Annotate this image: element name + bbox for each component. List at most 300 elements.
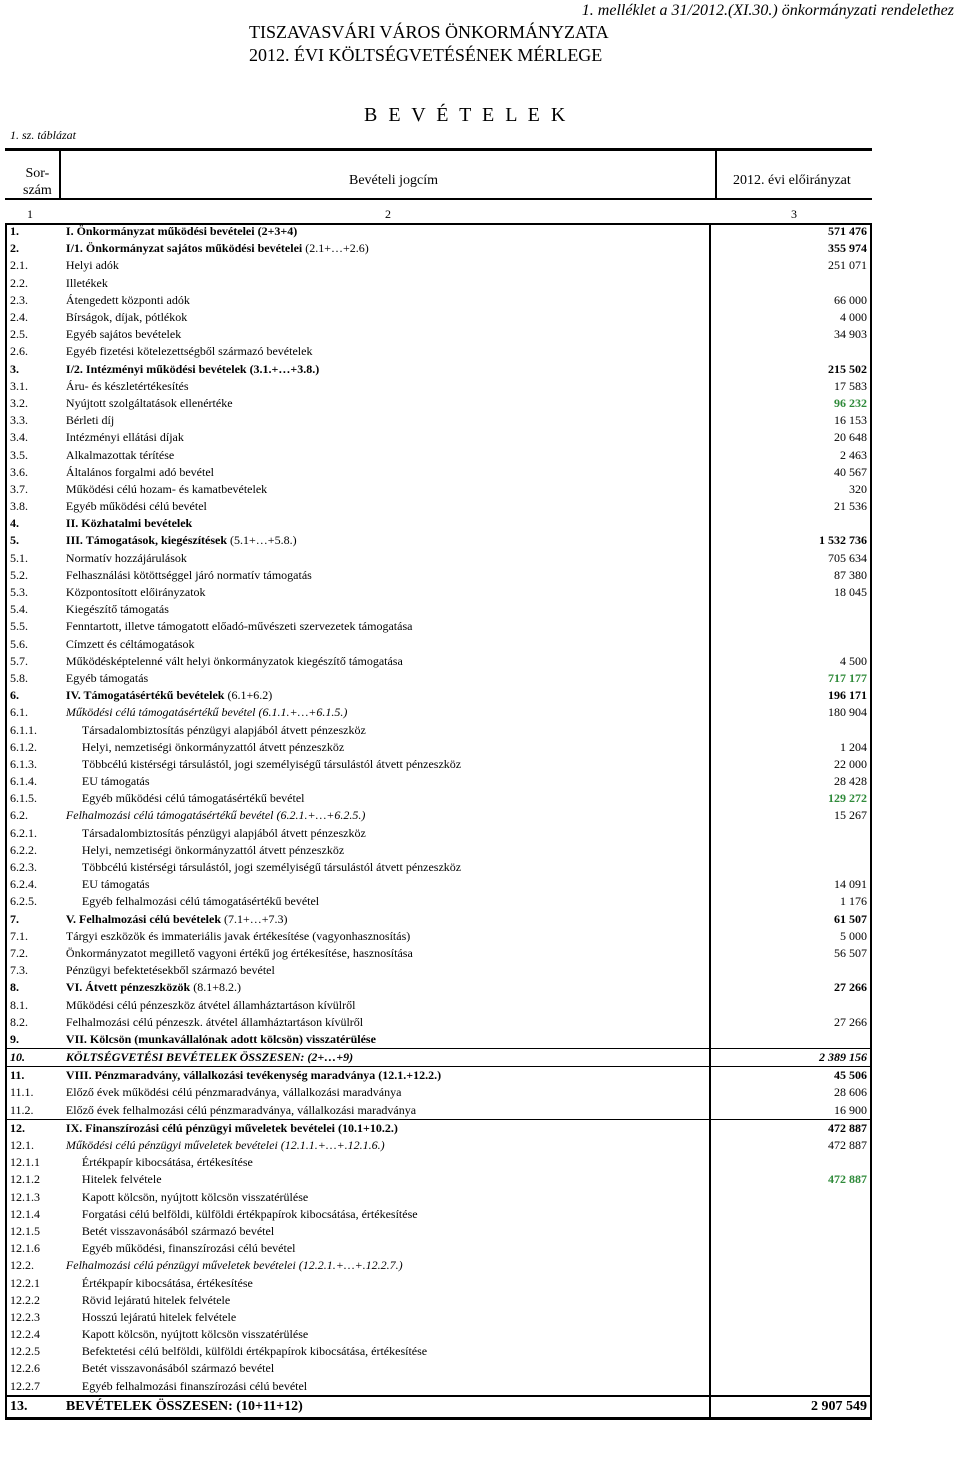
row-label-cell (63, 962, 710, 979)
row-label: Fenntartott, illetve támogatott előadó-művészeti szervezetek támogatása (65, 619, 413, 634)
row-number: 12.1.6 (6, 1240, 63, 1257)
row-label-cell (63, 309, 710, 326)
row-label-formula: (6.1+6.2) (224, 688, 273, 703)
row-label-cell (63, 567, 710, 584)
row-value: 22 000 (710, 756, 871, 773)
row-value (710, 1206, 871, 1223)
row-value: 1 532 736 (710, 532, 871, 549)
row-label: Bérleti díj (65, 413, 115, 428)
row-number: 6.2.2. (6, 842, 63, 859)
row-label: Befektetési célú belföldi, külföldi értékpapírok kibocsátása, értékesítése (81, 1344, 428, 1359)
row-label-cell (63, 343, 710, 360)
row-value: 472 887 (710, 1119, 871, 1137)
row-number: 7. (6, 911, 63, 928)
row-label: Egyéb felhalmozási finanszírozási célú bevétel (81, 1378, 308, 1393)
row-value: 34 903 (710, 326, 871, 343)
table-row (6, 1014, 871, 1031)
row-label: Egyéb működési célú bevétel (65, 499, 207, 514)
table-row (6, 1189, 871, 1206)
row-number: 4. (6, 515, 63, 532)
header-sorszam-line1: Sor- (25, 166, 50, 181)
table-row (6, 464, 871, 481)
row-label: Helyi, nemzetiségi önkormányzattól átvett pénzeszköz (81, 739, 345, 754)
row-value: 5 000 (710, 928, 871, 945)
row-label: Központosított előirányzatok (65, 585, 206, 600)
table-row (6, 601, 871, 618)
table-row (6, 361, 871, 378)
header-sorszam-line2: szám (23, 183, 52, 198)
row-label-cell (63, 550, 710, 567)
row-label: Egyéb támogatás (65, 670, 149, 685)
row-label: Normatív hozzájárulások (65, 550, 187, 565)
row-label: Hitelek felvétele (81, 1172, 162, 1187)
row-number: 3.3. (6, 412, 63, 429)
row-value: 66 000 (710, 292, 871, 309)
table-row (6, 567, 871, 584)
row-label: Betét visszavonásából származó bevétel (81, 1223, 275, 1238)
row-number: 6.2.5. (6, 893, 63, 910)
row-value (710, 1378, 871, 1396)
table-row (6, 911, 871, 928)
row-value: 196 171 (710, 687, 871, 704)
table-row (6, 721, 871, 738)
row-label: Átengedett központi adók (65, 292, 190, 307)
row-label: Forgatási célú belföldi, külföldi értékpapírok kibocsátása, értékesítése (81, 1206, 418, 1221)
table-row (6, 773, 871, 790)
row-number: 12.2.6 (6, 1360, 63, 1377)
row-label: Működési célú támogatásértékű bevétel (6.1.1.+…+6.1.5.) (65, 705, 348, 720)
row-label-cell (63, 223, 710, 240)
row-label: Előző évek felhalmozási célú pénzmaradványa, vállalkozási maradványa (65, 1102, 417, 1117)
row-label: Működésképtelenné vált helyi önkormányzatok kiegészítő támogatása (65, 653, 403, 668)
row-number: 3.5. (6, 446, 63, 463)
row-number: 3.1. (6, 378, 63, 395)
table-row (6, 309, 871, 326)
row-number: 6.1.1. (6, 721, 63, 738)
table-row (6, 790, 871, 807)
row-number: 10. (6, 1049, 63, 1067)
row-number: 5.3. (6, 584, 63, 601)
table-row (6, 1049, 871, 1067)
row-value: 129 272 (710, 790, 871, 807)
row-label-cell (63, 1206, 710, 1223)
section-title: B E V É T E L E K (364, 104, 569, 126)
table-row (6, 532, 871, 549)
row-label-cell (63, 429, 710, 446)
row-label-cell (63, 876, 710, 893)
table-row (6, 756, 871, 773)
row-value: 45 506 (710, 1067, 871, 1085)
table-number: 1. sz. táblázat (10, 128, 77, 142)
row-value: 15 267 (710, 807, 871, 824)
row-label-cell (63, 1378, 710, 1396)
row-label-cell (63, 601, 710, 618)
row-number: 7.3. (6, 962, 63, 979)
row-label-cell (63, 446, 710, 463)
table-row (6, 653, 871, 670)
total-label: BEVÉTELEK ÖSSZESEN: (10+11+12) (63, 1396, 710, 1419)
row-label: Helyi adók (65, 258, 119, 273)
table-row (6, 429, 871, 446)
row-number: 8.1. (6, 996, 63, 1013)
row-label: Működési célú pénzügyi műveletek bevételei (12.1.1.+…+.12.1.6.) (65, 1138, 385, 1153)
row-value: 87 380 (710, 567, 871, 584)
row-label: I/2. Intézményi működési bevételek (3.1.+…+3.8.) (65, 361, 320, 376)
header-divider (59, 151, 61, 198)
row-number: 3.6. (6, 464, 63, 481)
row-number: 5.7. (6, 653, 63, 670)
row-value: 472 887 (710, 1171, 871, 1188)
row-value: 16 900 (710, 1102, 871, 1120)
row-label-cell (63, 653, 710, 670)
row-label-cell (63, 1154, 710, 1171)
row-label: Intézményi ellátási díjak (65, 430, 184, 445)
row-label: Működési célú hozam- és kamatbevételek (65, 481, 268, 496)
row-label-cell (63, 1102, 710, 1120)
row-label: Értékpapír kibocsátása, értékesítése (81, 1155, 253, 1170)
row-label-cell (63, 721, 710, 738)
row-number: 6.1.5. (6, 790, 63, 807)
row-value (710, 1031, 871, 1049)
table-row (6, 1240, 871, 1257)
table-row (6, 1067, 871, 1085)
row-label: I/1. Önkormányzat sajátos működési bevételei (65, 241, 303, 256)
row-number: 12.1.3 (6, 1189, 63, 1206)
row-label: Felhalmozási célú pénzügyi műveletek bevételei (12.2.1.+…+.12.2.7.) (65, 1258, 403, 1273)
header-divider (715, 151, 717, 198)
row-number: 3.7. (6, 481, 63, 498)
row-value: 1 204 (710, 739, 871, 756)
row-number: 5. (6, 532, 63, 549)
row-label: Kapott kölcsön, nyújtott kölcsön visszatérülése (81, 1189, 309, 1204)
row-number: 3.2. (6, 395, 63, 412)
row-value: 717 177 (710, 670, 871, 687)
row-label-cell (63, 979, 710, 996)
row-value: 16 153 (710, 412, 871, 429)
table-row (6, 257, 871, 274)
row-label-cell (63, 1137, 710, 1154)
row-number: 11.2. (6, 1102, 63, 1120)
row-number: 11.1. (6, 1084, 63, 1101)
row-number: 12. (6, 1119, 63, 1137)
header-eloiranyzat: 2012. évi előirányzat (733, 173, 851, 188)
table-row (6, 240, 871, 257)
row-value: 215 502 (710, 361, 871, 378)
table-row (6, 876, 871, 893)
table-row (6, 1102, 871, 1120)
row-label: VI. Átvett pénzeszközök (65, 980, 191, 995)
row-label: IV. Támogatásértékű bevételek (65, 688, 225, 703)
row-label-cell (63, 1171, 710, 1188)
row-value (710, 842, 871, 859)
row-label-cell (63, 859, 710, 876)
row-label-cell (63, 292, 710, 309)
row-label: IX. Finanszírozási célú pénzügyi műveletek bevételei (10.1+10.2.) (65, 1120, 398, 1135)
row-number: 12.2.4 (6, 1326, 63, 1343)
row-value: 472 887 (710, 1137, 871, 1154)
row-label-cell (63, 636, 710, 653)
row-value: 40 567 (710, 464, 871, 481)
document-title: TISZAVASVÁRI VÁROS ÖNKORMÁNYZATA (249, 22, 609, 42)
row-label-cell (63, 361, 710, 378)
table-row (6, 292, 871, 309)
row-value (710, 1240, 871, 1257)
row-label-cell (63, 275, 710, 292)
row-label: EU támogatás (81, 774, 150, 789)
column-number-1: 1 (27, 207, 33, 221)
row-number: 5.5. (6, 618, 63, 635)
row-number: 7.1. (6, 928, 63, 945)
row-value (710, 1154, 871, 1171)
table-header (5, 148, 872, 200)
row-label-cell (63, 687, 710, 704)
row-number: 12.2.1 (6, 1274, 63, 1291)
total-row (6, 1396, 871, 1419)
row-number: 6.2.4. (6, 876, 63, 893)
row-label-cell (63, 670, 710, 687)
row-label: Helyi, nemzetiségi önkormányzattól átvett pénzeszköz (81, 842, 345, 857)
column-number-2: 2 (385, 207, 391, 221)
row-number: 3.8. (6, 498, 63, 515)
row-label-formula: (2.1+…+2.6) (302, 241, 369, 256)
table-row (6, 1206, 871, 1223)
table-row (6, 1309, 871, 1326)
total-value: 2 907 549 (710, 1396, 871, 1419)
table-row (6, 739, 871, 756)
row-value (710, 1326, 871, 1343)
row-number: 5.6. (6, 636, 63, 653)
row-label-cell (63, 1031, 710, 1049)
row-number: 5.1. (6, 550, 63, 567)
row-value (710, 636, 871, 653)
row-value: 96 232 (710, 395, 871, 412)
row-number: 12.1.4 (6, 1206, 63, 1223)
row-value: 28 428 (710, 773, 871, 790)
row-label: Felhalmozási célú támogatásértékű bevétel (6.2.1.+…+6.2.5.) (65, 808, 366, 823)
table-row (6, 1360, 871, 1377)
table-row (6, 223, 871, 240)
row-value: 27 266 (710, 1014, 871, 1031)
table-row (6, 928, 871, 945)
row-label: Egyéb sajátos bevételek (65, 327, 182, 342)
row-label-cell (63, 515, 710, 532)
row-label-cell (63, 1014, 710, 1031)
row-number: 12.1.1 (6, 1154, 63, 1171)
table-row (6, 893, 871, 910)
row-label-cell (63, 911, 710, 928)
table-row (6, 1031, 871, 1049)
row-number: 8.2. (6, 1014, 63, 1031)
row-label-formula: (7.1+…+7.3) (221, 911, 288, 926)
row-value: 355 974 (710, 240, 871, 257)
row-label: Felhasználási kötöttséggel járó normatív támogatás (65, 567, 312, 582)
row-label-cell (63, 790, 710, 807)
row-label-formula: (8.1+8.2.) (190, 980, 241, 995)
row-label-cell (63, 893, 710, 910)
table-row (6, 1154, 871, 1171)
row-number: 12.2.7 (6, 1378, 63, 1396)
row-label-cell (63, 464, 710, 481)
row-number: 7.2. (6, 945, 63, 962)
column-number-row (5, 205, 872, 225)
row-value (710, 618, 871, 635)
row-label-cell (63, 1189, 710, 1206)
row-number: 3.4. (6, 429, 63, 446)
row-value (710, 601, 871, 618)
row-value: 180 904 (710, 704, 871, 721)
row-label-cell (63, 481, 710, 498)
row-value: 2 389 156 (710, 1049, 871, 1067)
row-label: Kiegészítő támogatás (65, 602, 169, 617)
table-row (6, 343, 871, 360)
row-number: 6.2.1. (6, 825, 63, 842)
row-number: 5.8. (6, 670, 63, 687)
row-value: 251 071 (710, 257, 871, 274)
row-label-cell (63, 1067, 710, 1085)
table-row (6, 859, 871, 876)
row-value (710, 343, 871, 360)
row-label-cell (63, 807, 710, 824)
row-label-cell (63, 584, 710, 601)
table-row (6, 395, 871, 412)
row-number: 12.2.3 (6, 1309, 63, 1326)
row-value: 61 507 (710, 911, 871, 928)
row-value (710, 859, 871, 876)
row-value: 1 176 (710, 893, 871, 910)
row-label: Tárgyi eszközök és immateriális javak értékesítése (vagyonhasznosítás) (65, 928, 411, 943)
row-label: Illetékek (65, 275, 108, 290)
row-number: 2. (6, 240, 63, 257)
row-label-cell (63, 1119, 710, 1137)
row-label: Társadalombiztosítás pénzügyi alapjából átvett pénzeszköz (81, 722, 366, 737)
row-number: 12.1. (6, 1137, 63, 1154)
row-value: 320 (710, 481, 871, 498)
row-label: III. Támogatások, kiegészítések (65, 533, 228, 548)
table-row (6, 378, 871, 395)
row-number: 6.1. (6, 704, 63, 721)
table-row (6, 962, 871, 979)
row-value (710, 1309, 871, 1326)
row-label: Betét visszavonásából származó bevétel (81, 1361, 275, 1376)
table-row (6, 636, 871, 653)
row-label-cell (63, 928, 710, 945)
table-row (6, 412, 871, 429)
row-value (710, 962, 871, 979)
row-label-formula: (5.1+…+5.8.) (227, 533, 297, 548)
table-row (6, 1274, 871, 1291)
table-row (6, 446, 871, 463)
row-value (710, 825, 871, 842)
table-row (6, 1292, 871, 1309)
row-number: 3. (6, 361, 63, 378)
row-label-cell (63, 326, 710, 343)
table-row (6, 584, 871, 601)
row-value: 4 500 (710, 653, 871, 670)
row-label-cell (63, 1326, 710, 1343)
row-label: KÖLTSÉGVETÉSI BEVÉTELEK ÖSSZESEN: (2+…+9) (65, 1050, 354, 1065)
table-row (6, 1257, 871, 1274)
column-number-3: 3 (791, 207, 797, 221)
row-number: 12.2. (6, 1257, 63, 1274)
row-label-cell (63, 257, 710, 274)
table-row (6, 1137, 871, 1154)
row-value (710, 1257, 871, 1274)
row-label-cell (63, 739, 710, 756)
row-number: 6.1.4. (6, 773, 63, 790)
row-number: 5.2. (6, 567, 63, 584)
row-label-cell (63, 1360, 710, 1377)
row-value: 17 583 (710, 378, 871, 395)
table-row (6, 550, 871, 567)
row-label: Egyéb működési, finanszírozási célú bevétel (81, 1241, 296, 1256)
row-number: 9. (6, 1031, 63, 1049)
table-row (6, 1343, 871, 1360)
table-row (6, 1171, 871, 1188)
row-label: II. Közhatalmi bevételek (65, 516, 193, 531)
row-label-cell (63, 532, 710, 549)
row-label: Értékpapír kibocsátása, értékesítése (81, 1275, 253, 1290)
table-row (6, 275, 871, 292)
row-label-cell (63, 240, 710, 257)
row-label: Társadalombiztosítás pénzügyi alapjából átvett pénzeszköz (81, 825, 366, 840)
row-value (710, 1292, 871, 1309)
row-number: 5.4. (6, 601, 63, 618)
row-number: 6. (6, 687, 63, 704)
row-label: VIII. Pénzmaradvány, vállalkozási tevékenység maradványa (12.1.+12.2.) (65, 1068, 442, 1083)
row-label-cell (63, 1257, 710, 1274)
row-label-cell (63, 945, 710, 962)
row-value: 21 536 (710, 498, 871, 515)
row-value: 705 634 (710, 550, 871, 567)
row-label: Címzett és céltámogatások (65, 636, 195, 651)
revenue-table (5, 223, 872, 1420)
table-row (6, 515, 871, 532)
row-label: Többcélú kistérségi társulástól, jogi személyiségű társulástól átvett pénzeszköz (81, 860, 462, 875)
row-value: 4 000 (710, 309, 871, 326)
header-sorszam (23, 165, 52, 199)
table-row (6, 825, 871, 842)
row-number: 11. (6, 1067, 63, 1085)
table-row (6, 1223, 871, 1240)
row-number: 12.2.5 (6, 1343, 63, 1360)
row-label: Előző évek működési célú pénzmaradványa, vállalkozási maradványa (65, 1085, 402, 1100)
row-label-cell (63, 1274, 710, 1291)
row-number: 2.5. (6, 326, 63, 343)
table-row (6, 1084, 871, 1101)
row-label: Áru- és készletértékesítés (65, 378, 189, 393)
table-row (6, 670, 871, 687)
row-number: 12.1.5 (6, 1223, 63, 1240)
row-label: Pénzügyi befektetésekből származó bevétel (65, 963, 275, 978)
table-row (6, 498, 871, 515)
row-value: 27 266 (710, 979, 871, 996)
row-label-cell (63, 1084, 710, 1101)
row-label-cell (63, 378, 710, 395)
row-number: 6.2. (6, 807, 63, 824)
row-label: Többcélú kistérségi társulástól, jogi személyiségű társulástól átvett pénzeszköz (81, 756, 462, 771)
header-jogcim: Bevételi jogcím (349, 173, 439, 188)
row-value (710, 275, 871, 292)
row-label: Egyéb fizetési kötelezettségből származó bevételek (65, 344, 313, 359)
row-number: 2.3. (6, 292, 63, 309)
row-value (710, 1274, 871, 1291)
row-number: 12.1.2 (6, 1171, 63, 1188)
row-value (710, 1360, 871, 1377)
row-number: 1. (6, 223, 63, 240)
row-number: 2.6. (6, 343, 63, 360)
row-label-cell (63, 1309, 710, 1326)
row-label-cell (63, 412, 710, 429)
